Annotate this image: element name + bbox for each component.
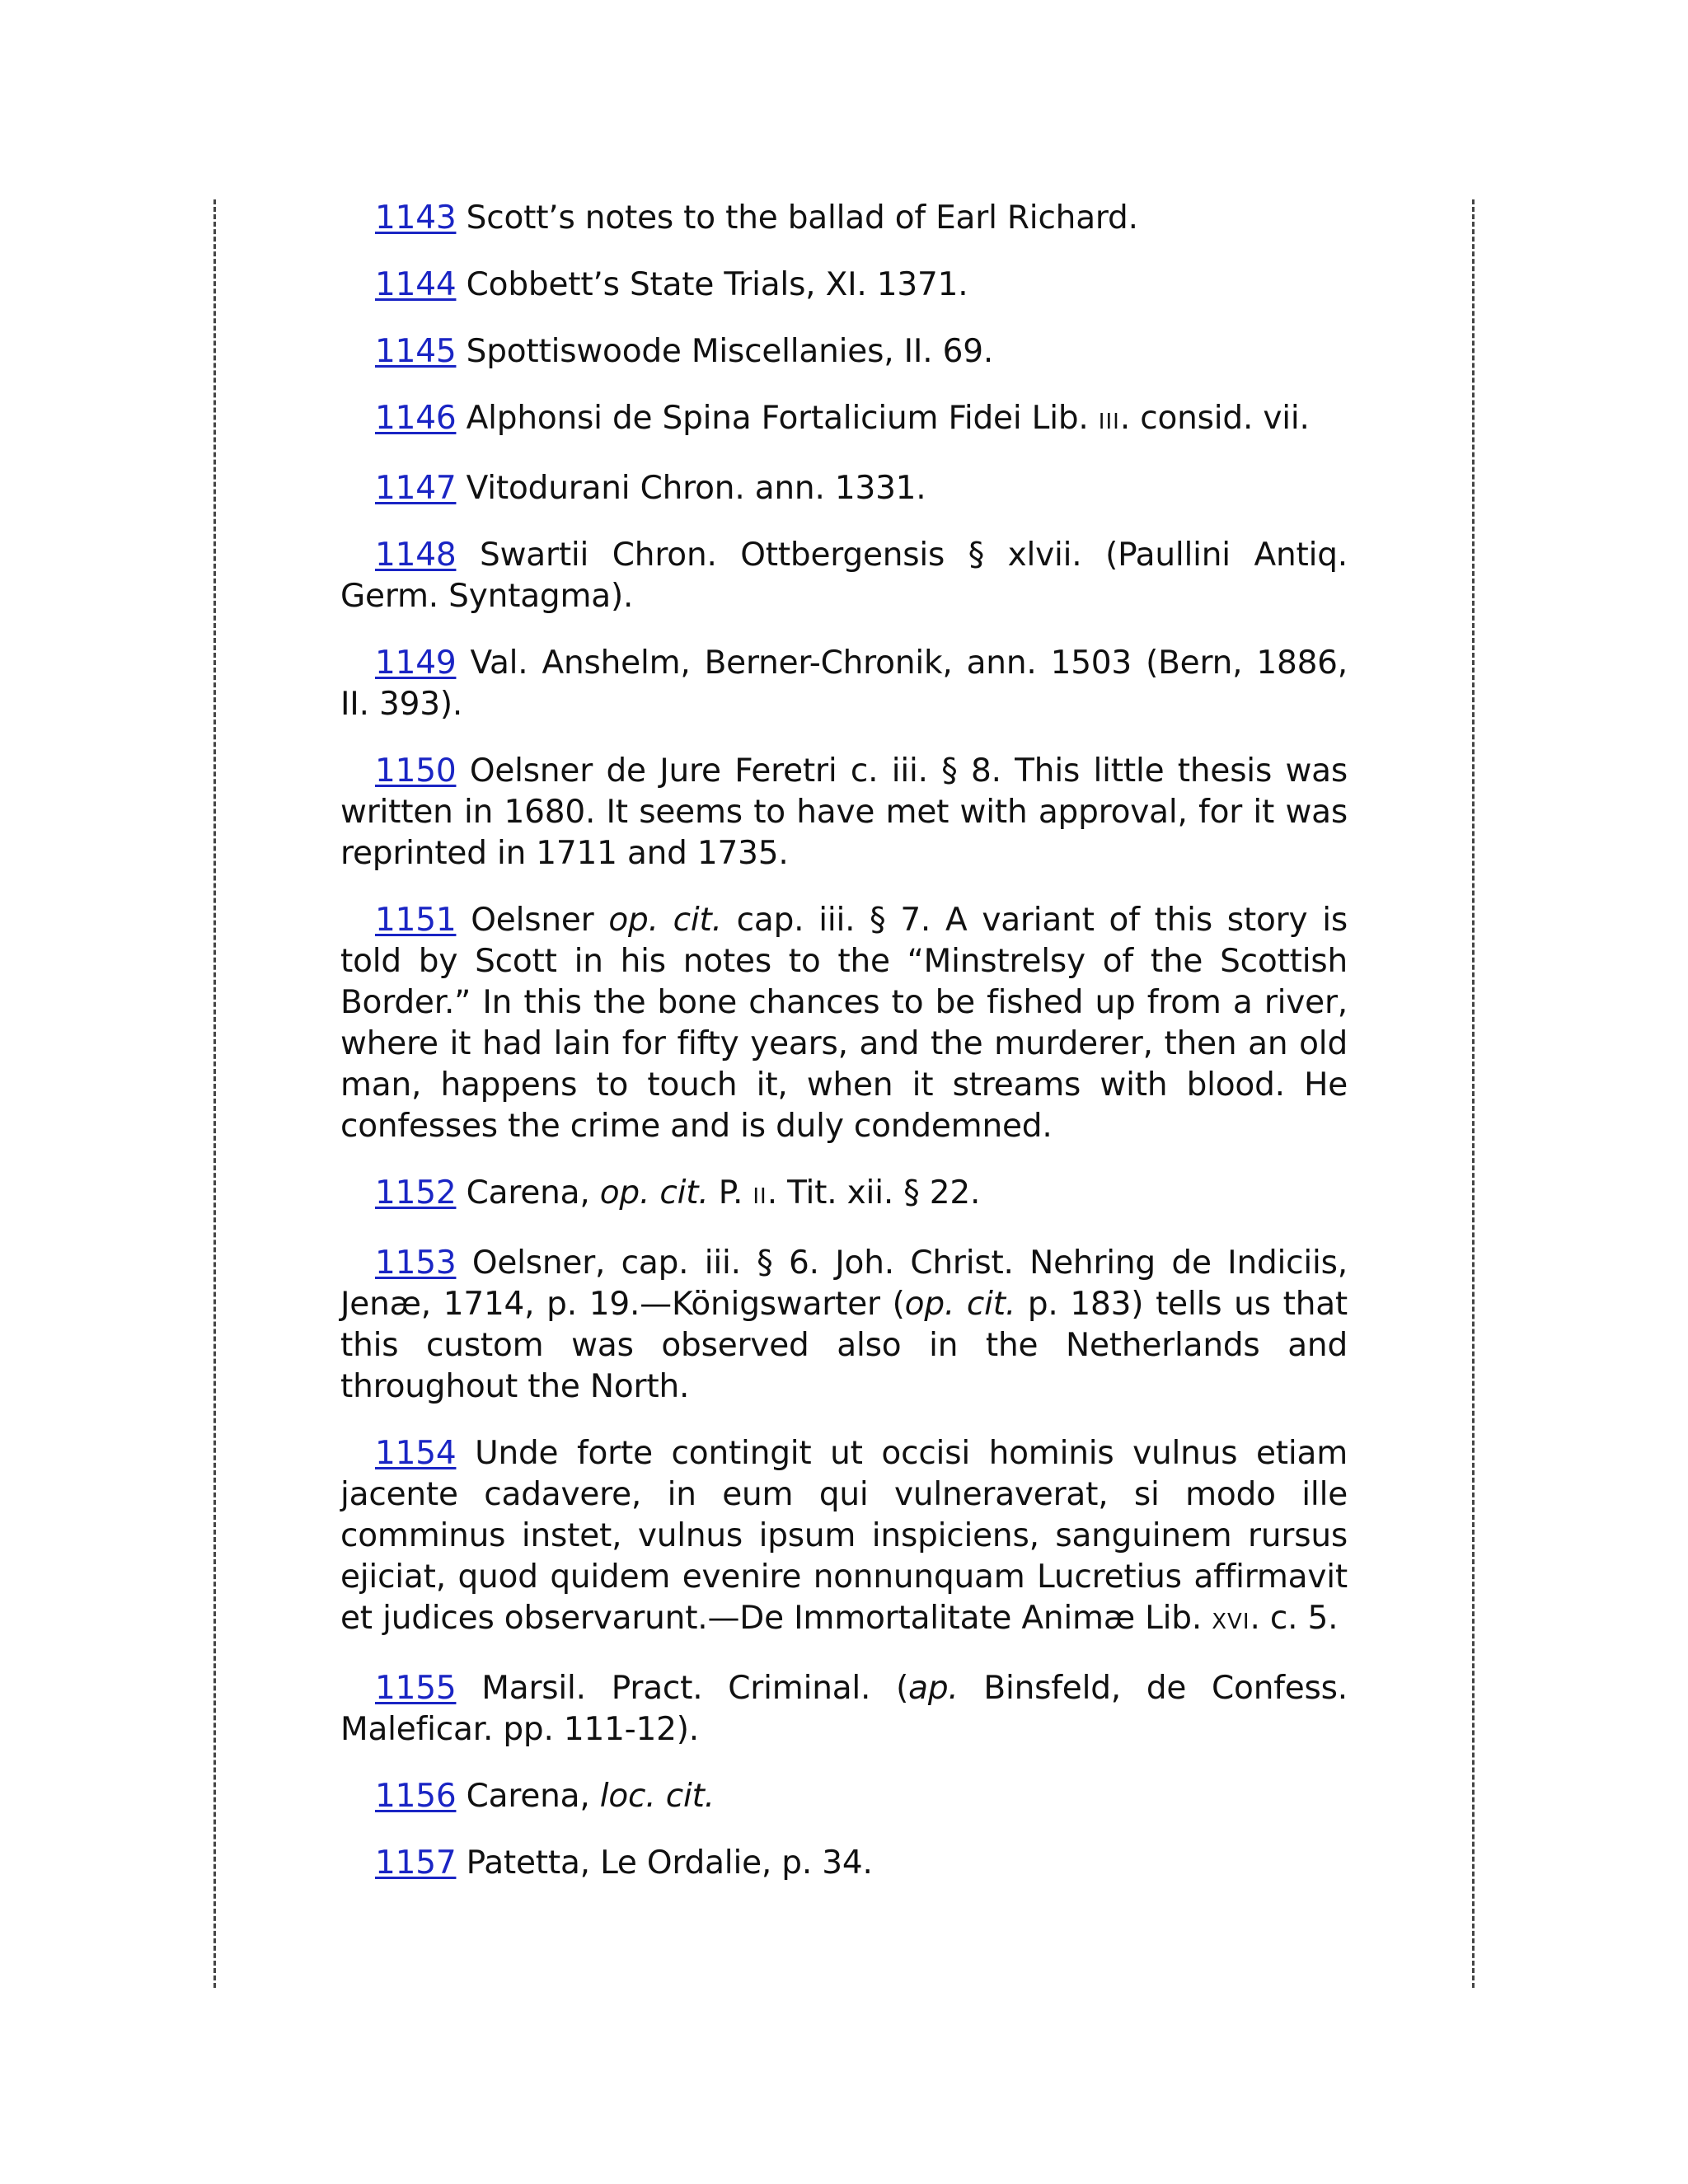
italic-citation: op. cit. bbox=[599, 1174, 709, 1212]
footnote-1149 bbox=[340, 643, 1348, 725]
footnote-text: Carena, bbox=[456, 1174, 600, 1212]
footnote-text: p. 183) tells us that this custom was observed also in the Netherlands and throughout the North. bbox=[340, 1286, 1348, 1405]
footnote-1151 bbox=[340, 900, 1348, 1147]
footnote-link-1153[interactable]: 1153 bbox=[375, 1244, 457, 1282]
footnote-1157 bbox=[340, 1843, 1348, 1884]
footnote-text: Oelsner de Jure Feretri c. iii. § 8. This little thesis was written in 1680. It seems to have met with approval, for it was reprinted in 1711 and 1735. bbox=[340, 752, 1348, 872]
footnote-text: Vitodurani Chron. ann. 1331. bbox=[456, 470, 926, 507]
footnote-text: Oelsner, cap. iii. § 6. Joh. Christ. Nehring de Indiciis, Jenæ, 1714, p. 19.—Königswarter ( bbox=[340, 1244, 1348, 1323]
footnote-link-1157[interactable]: 1157 bbox=[375, 1844, 457, 1882]
footnote-text: Scott’s notes to the ballad of Earl Richard. bbox=[456, 199, 1138, 237]
italic-citation: ap. bbox=[908, 1670, 959, 1707]
footnote-1154 bbox=[340, 1433, 1348, 1643]
italic-citation: op. cit. bbox=[904, 1286, 1016, 1323]
footnote-text: Patetta, Le Ordalie, p. 34. bbox=[456, 1844, 873, 1882]
footnote-1152 bbox=[340, 1173, 1348, 1217]
footnote-1144 bbox=[340, 265, 1348, 306]
footnote-text: Spottiswoode Miscellanies, II. 69. bbox=[456, 333, 994, 370]
footnote-link-1146[interactable]: 1146 bbox=[375, 400, 457, 437]
footnotes-list bbox=[340, 198, 1348, 1910]
footnote-text: Val. Anshelm, Berner-Chronik, ann. 1503 (Bern, 1886, II. 393). bbox=[340, 644, 1348, 723]
italic-citation: op. cit. bbox=[608, 902, 722, 939]
footnote-text: Cobbett’s State Trials, XI. 1371. bbox=[456, 266, 968, 303]
footnote-link-1151[interactable]: 1151 bbox=[375, 902, 457, 939]
footnote-link-1155[interactable]: 1155 bbox=[375, 1670, 457, 1707]
footnote-1148 bbox=[340, 535, 1348, 617]
footnote-text: . consid. vii. bbox=[1119, 400, 1310, 437]
small-caps-numeral: II bbox=[753, 1184, 767, 1209]
footnote-text: . c. 5. bbox=[1250, 1600, 1339, 1637]
footnote-link-1148[interactable]: 1148 bbox=[375, 537, 457, 574]
footnote-text: Marsil. Pract. Criminal. ( bbox=[456, 1670, 909, 1707]
footnote-link-1156[interactable]: 1156 bbox=[375, 1778, 457, 1815]
footnote-text: cap. iii. § 7. A variant of this story is told by Scott in his notes to the “Minstrelsy of the Scottish Border.” In this the bone chances to be fished up from a river, where it had lain for fifty years, and the murderer, then an old man, happens to touch it, when it streams with blood. He confesses the crime and is duly condemned. bbox=[340, 902, 1348, 1145]
footnote-1150 bbox=[340, 751, 1348, 874]
footnote-1155 bbox=[340, 1668, 1348, 1750]
footnote-link-1143[interactable]: 1143 bbox=[375, 199, 457, 237]
left-margin-rule bbox=[213, 199, 216, 1988]
small-caps-numeral: XVI bbox=[1212, 1610, 1250, 1634]
footnote-1153 bbox=[340, 1243, 1348, 1408]
footnote-text: P. bbox=[708, 1174, 753, 1212]
footnote-link-1147[interactable]: 1147 bbox=[375, 470, 457, 507]
footnote-text: Carena, bbox=[456, 1778, 600, 1815]
small-caps-numeral: III bbox=[1098, 410, 1120, 434]
footnote-link-1145[interactable]: 1145 bbox=[375, 333, 457, 370]
footnote-text: Alphonsi de Spina Fortalicium Fidei Lib. bbox=[456, 400, 1099, 437]
footnote-link-1152[interactable]: 1152 bbox=[375, 1174, 457, 1212]
footnote-text: Binsfeld, de Confess. Maleficar. pp. 111-12). bbox=[340, 1670, 1348, 1748]
footnote-text: Swartii Chron. Ottbergensis § xlvii. (Paullini Antiq. Germ. Syntagma). bbox=[340, 537, 1348, 615]
footnote-1146 bbox=[340, 398, 1348, 443]
footnote-1147 bbox=[340, 468, 1348, 509]
footnote-text: Unde forte contingit ut occisi hominis vulnus etiam jacente cadavere, in eum qui vulneraverat, si modo ille comminus instet, vulnus ipsum inspiciens, sanguinem rursus ejiciat, quod quidem evenire nonnunquam Lucretius affirmavit et judices observarunt.—De Immortalitate Animæ Lib. bbox=[340, 1435, 1348, 1637]
footnote-link-1150[interactable]: 1150 bbox=[375, 752, 457, 790]
footnote-link-1144[interactable]: 1144 bbox=[375, 266, 457, 303]
footnote-1156 bbox=[340, 1776, 1348, 1817]
footnote-1143 bbox=[340, 198, 1348, 239]
footnote-1145 bbox=[340, 331, 1348, 373]
italic-citation: loc. cit. bbox=[599, 1778, 715, 1815]
footnote-link-1149[interactable]: 1149 bbox=[375, 644, 457, 682]
footnote-text: Oelsner bbox=[456, 902, 609, 939]
right-margin-rule bbox=[1472, 199, 1475, 1988]
footnote-link-1154[interactable]: 1154 bbox=[375, 1435, 457, 1472]
footnote-text: . Tit. xii. § 22. bbox=[767, 1174, 981, 1212]
